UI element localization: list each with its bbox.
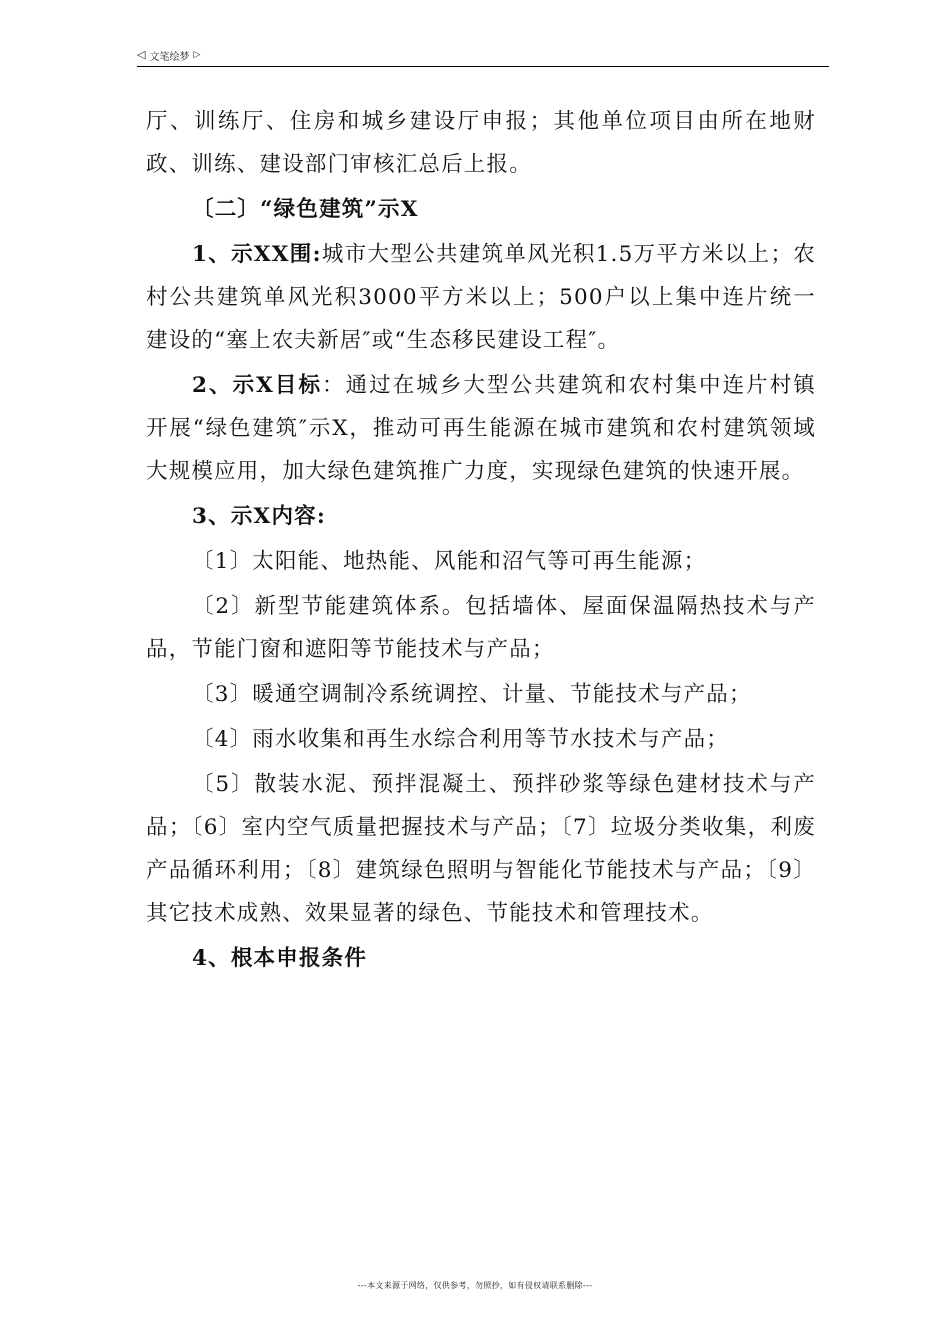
header-rule [137, 66, 829, 67]
sub-item-2: 〔2〕新型节能建筑体系。包括墙体、屋面保温隔热技术与产品，节能门窗和遮阳等节能技术与产品； [146, 594, 816, 662]
sub-item-3: 〔3〕暖通空调制冷系统调控、计量、节能技术与产品； [192, 682, 752, 707]
item-goal-text: ：通过在城乡大型公共建筑和农村集中连片村镇开展“绿色建筑″示X，推动可再生能源在城市建筑和农村建筑领域大规模应用，加大绿色建筑推广力度，实现绿色建筑的快速开展。 [146, 373, 817, 484]
page-footer: ---本文来源于网络，仅供参考，勿照抄，如有侵权请联系删除--- [357, 1281, 593, 1290]
item-content-label: 3、示X内容: [192, 504, 326, 529]
paragraph-continuation: 厅、训练厅、住房和城乡建设厅申报；其他单位项目由所在地财政、训练、建设部门审核汇总后上报。 [146, 109, 816, 177]
section-heading-green-building: 〔二〕“绿色建筑”示X [192, 197, 419, 222]
sub-item-4: 〔4〕雨水收集和再生水综合利用等节水技术与产品； [192, 727, 729, 752]
item-goal-label: 2、示X目标 [192, 373, 323, 398]
item-goal [146, 364, 816, 493]
document-body [146, 100, 816, 980]
page-header [137, 48, 200, 62]
right-triangle-icon: ▷ [193, 50, 201, 60]
sub-item-5-9: 〔5〕散装水泥、预拌混凝土、预拌砂浆等绿色建材技术与产品；〔6〕室内空气质量把握技术与产品；〔7〕垃圾分类收集，利废产品循环利用；〔8〕建筑绿色照明与智能化节能技术与产品；〔9〕其它技术成熟、效果显著的绿色、节能技术和管理技术。 [146, 772, 816, 926]
header-title: 文笔绘梦 [149, 51, 190, 63]
sub-item-1: 〔1〕太阳能、地热能、风能和沼气等可再生能源； [192, 549, 707, 574]
item-scope [146, 233, 816, 362]
left-triangle-icon: ◁ [137, 48, 146, 61]
item-scope-text: 城市大型公共建筑单风光积1.5万平方米以上；农村公共建筑单风光积3000平方米以上；500户以上集中连片统一建设的“塞上农夫新居″或“生态移民建设工程″。 [146, 242, 816, 353]
item-scope-label: 1、示XX围: [192, 242, 322, 267]
item-basic-conditions: 4、根本申报条件 [192, 946, 368, 971]
